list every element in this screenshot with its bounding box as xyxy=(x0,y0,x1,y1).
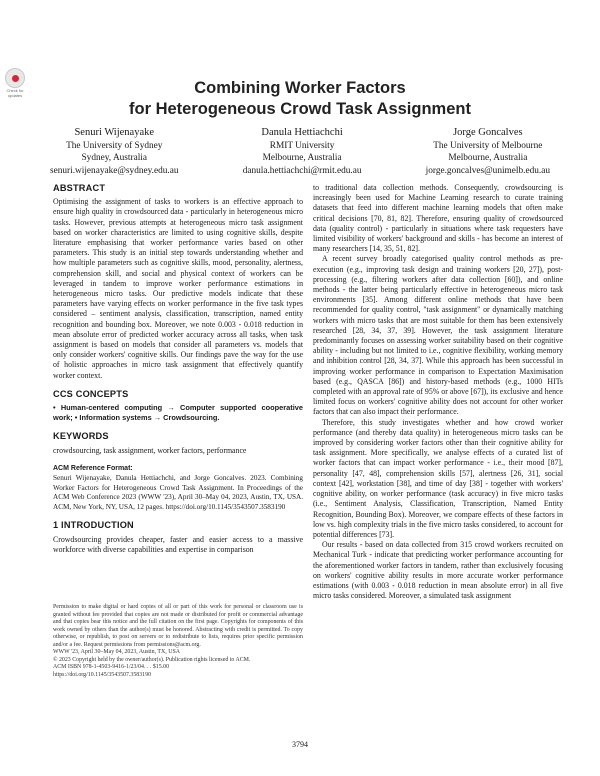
author-email[interactable]: jorge.goncalves@unimelb.edu.au xyxy=(425,165,550,176)
copyright-footnote xyxy=(53,604,303,679)
author-block xyxy=(50,127,550,177)
page-number: 3794 xyxy=(292,740,308,749)
author-location: Melbourne, Australia xyxy=(448,153,528,163)
author-name: Jorge Goncalves xyxy=(453,127,523,138)
author-2 xyxy=(243,127,362,177)
paper-title xyxy=(0,78,600,120)
abstract-heading: ABSTRACT xyxy=(53,183,106,193)
keywords-text: crowdsourcing, task assignment, worker factors, performance xyxy=(53,445,247,455)
intro-paragraph-1: to traditional data collection methods. Consequently, crowdsourcing is increasingly been used for Machine Learning research to curate training datasets that feed into different machine learning models that often make critical decisions [70, 81, 82]. Therefore, ensuring quality of crowdsourced data (quality control) - particularly in situations where task requesters have limited visibility of workers' background and skills - has become an interest of many researchers [14, 35, 51, 82]. xyxy=(313,183,563,254)
reference-format-heading: ACM Reference Format: xyxy=(53,464,133,472)
copyright-line: © 2023 Copyright held by the owner/author(s). Publication rights licensed to ACM. xyxy=(53,656,251,663)
doi-link[interactable]: https://doi.org/10.1145/3543507.3583190 xyxy=(53,671,152,678)
reference-format-text: Senuri Wijenayake, Danula Hettiachchi, and Jorge Goncalves. 2023. Combining Worker Factors for Heterogeneous Crowd Task Assignment. In Proceedings of the ACM Web Conference 2023 (WWW '23), April 30–May 04, 2023, Austin, TX, USA. ACM, New York, NY, USA, 12 pages. https://doi.org/10.1145/3543507.3583190 xyxy=(53,474,303,511)
author-location: Melbourne, Australia xyxy=(262,153,342,163)
author-affiliation: The University of Melbourne xyxy=(433,140,543,151)
right-column xyxy=(313,183,563,601)
introduction-paragraph: Crowdsourcing provides cheaper, faster and easier access to a massive workforce with diverse capabilities and expertise in comparison xyxy=(53,534,303,554)
intro-paragraph-2: A recent survey broadly categorised quality control methods as pre-execution (e.g., improving task design and training workers [20, 27]), post-processing (e.g., filtering workers after data collection [60]), and online methods - the latter being particularly effective in heterogeneous micro task environments [35]. Among different online methods that have been recommended for quality control, "task assignment" or dynamically matching workers with micro tasks that are most suitable for them has been extensively researched [28, 34, 37, 39]. However, the task assignment literature predominantly focuses on assessing worker suitability based on their cognitive ability - including but not limited to i.e., cognitive flexibility, working memory and inhibition control [28, 34, 37]. While this approach has been successful in improving worker performance in comparison to Expectation Maximisation based (e.g., QASCA [86]) and history-based methods (e.g., 1000 HITs completed with an approval rate of 95% or above [67]), its exclusive and hence limited focus on workers' cognitive ability does not account for other worker factors that can also impact their performance. xyxy=(313,254,563,417)
author-name: Senuri Wijenayake xyxy=(74,127,155,138)
author-email[interactable]: danula.hettiachchi@rmit.edu.au xyxy=(242,165,362,176)
intro-paragraph-4: Our results - based on data collected from 315 crowd workers recruited on Mechanical Turk - indicate that predicting worker performance accounting for the aforementioned worker factors in tandem, rather than exclusively focusing on workers' cognitive ability results in more accurate worker performance estimations (with 0.003 - 0.018 reduction in mean absolute error) in all five micro tasks considered. Moreover, a simulated task assignment xyxy=(313,540,563,601)
author-1 xyxy=(50,127,179,177)
introduction-heading: 1 INTRODUCTION xyxy=(53,520,134,531)
isbn-line: ACM ISBN 978-1-4503-9416-1/23/04. . . $15.00 xyxy=(53,664,170,670)
ccs-heading: CCS CONCEPTS xyxy=(53,388,129,399)
author-email[interactable]: senuri.wijenayake@sydney.edu.au xyxy=(50,165,179,176)
permission-notice: Permission to make digital or hard copies of all or part of this work for personal or classroom use is granted without fee provided that copies are not made or distributed for profit or commercial advantage and that copies bear this notice and the full citation on the first page. Copyrights for components of this work owned by others than the author(s) must be honored. Abstracting with credit is permitted. To copy otherwise, or republish, to post on servers or to redistribute to lists, requires prior specific permission and/or a fee. Request permissions from permissions@acm.org. xyxy=(53,604,303,648)
author-affiliation: The University of Sydney xyxy=(66,140,163,151)
conference-line: WWW '23, April 30–May 04, 2023, Austin, TX, USA xyxy=(53,649,180,655)
badge-label: Check for updates xyxy=(6,88,24,98)
ccs-text: • Human-centered computing → Computer supported cooperative work; • Information systems → Crowdsourcing. xyxy=(53,403,303,423)
intro-paragraph-3: Therefore, this study investigates whether and how crowd worker performance (and thereby data quality) in heterogeneous micro tasks can be improved by considering worker factors other than their cognitive ability for task assignment. More specifically, we analyse effects of a curated list of worker factors that can impact worker performance - i.e., their mood [87], personality [47, 48], comprehension skills [57], alertness [26, 31], social context [42], workstation [38], and time of day [38] - together with workers' cognitive ability, on worker performance (task accuracy) in five micro tasks (i.e., Sentiment Analysis, Classification, Transcription, Named Entity Recognition, Bounding Box). Moreover, we compare effects of these factors in low vs. high complexity trials in the five micro tasks considered, to account for potential differences [73]. xyxy=(313,417,563,539)
title-line-1: Combining Worker Factors xyxy=(194,79,406,97)
left-column xyxy=(53,183,303,555)
author-affiliation: RMIT University xyxy=(269,140,335,151)
author-location: Sydney, Australia xyxy=(81,153,148,163)
abstract-text: Optimising the assignment of tasks to workers is an effective approach to ensure high quality in crowdsourced data - particularly in heterogeneous micro tasks. However, previous attempts at heterogeneous micro task assignment based on worker characteristics are limited to using cognitive skills, despite literature emphasising that worker performance varies based on other parameters. This study is an initial step towards understanding whether and how multiple parameters such as cognitive skills, mood, personality, alertness, comprehension skill, and social and physical context of workers can be leveraged in tandem to improve worker performance estimations in heterogeneous micro tasks. Our predictive models indicate that these parameters have varying effects on worker performance in the five task types considered – sentiment analysis, classification, transcription, named entity recognition and bounding box. Moreover, we note 0.003 - 0.018 reduction in mean absolute error of predicted worker accuracy across all tasks, when task assignment is based on models that consider all parameters vs. models that only consider workers' cognitive skills. Our findings pave the way for the use of holistic approaches in micro task assignment that effectively quantify worker context. xyxy=(53,197,303,380)
title-line-2: for Heterogeneous Crowd Task Assignment xyxy=(129,100,471,118)
author-name: Danula Hettiachchi xyxy=(261,127,343,138)
author-3 xyxy=(426,127,550,177)
keywords-heading: KEYWORDS xyxy=(53,431,109,442)
